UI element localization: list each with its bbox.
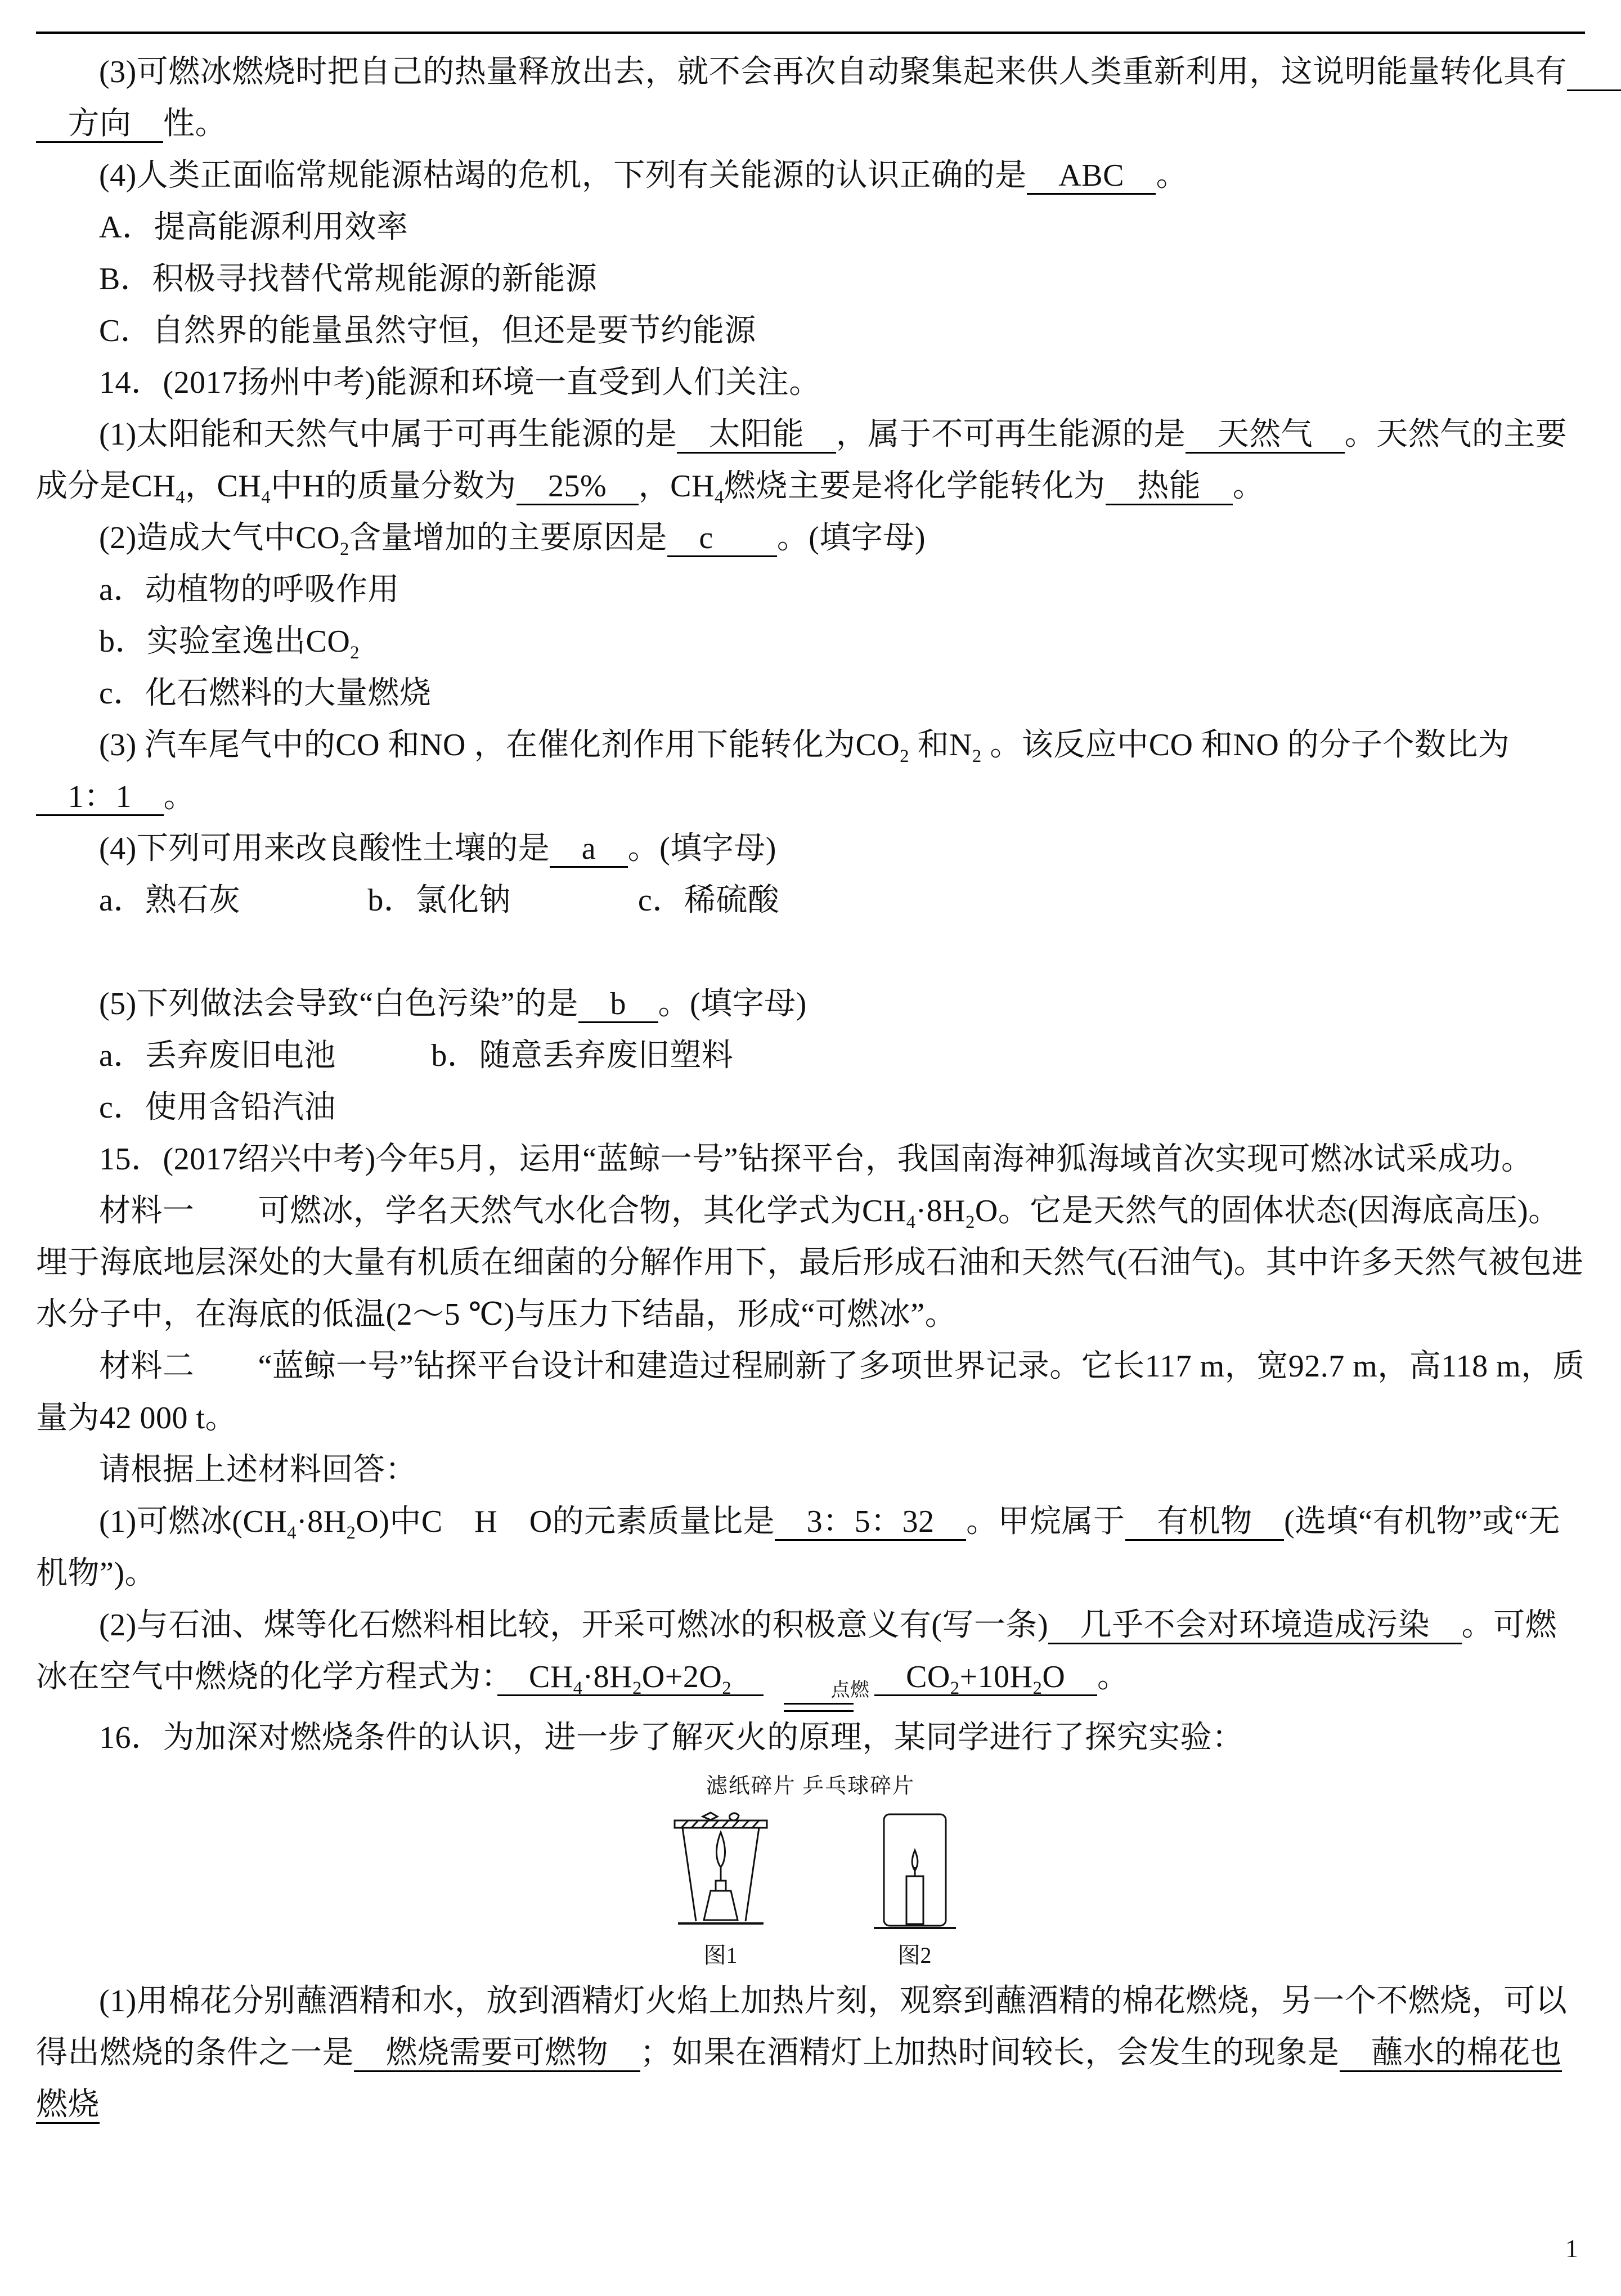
paragraph [36,823,1585,875]
text-run: 燃烧需要可燃物 [354,2035,640,2070]
answer-blank [677,417,836,454]
text-run: 太阳能 [677,417,836,452]
answer-blank [1048,1608,1462,1644]
paragraph [36,1082,1585,1133]
text-run: 性。 [163,106,227,141]
text-run: (5)下列做法会导致“白色污染”的是 [99,986,579,1021]
paragraph [36,926,1585,978]
text-run: 天然气 [1186,417,1345,452]
text-run: ABC [1026,158,1156,193]
text-run: c．化石燃料的大量燃烧 [99,676,432,711]
text-run: O [1042,1660,1097,1694]
paragraph [36,409,1585,512]
paragraph [36,771,1585,823]
text-run: a．丢弃废旧电池 b．随意丢弃废旧塑料 [99,1038,734,1073]
text-run: CO [874,1660,950,1694]
subscript: 2 [966,1212,975,1233]
subscript: 2 [1032,1678,1043,1699]
text-run: (1)可燃冰(CH [99,1504,288,1539]
text-run: +10H [959,1660,1033,1694]
subscript: 2 [350,643,360,663]
text-run: 燃烧主要是将化学能转化为 [724,469,1106,504]
answer-blank [517,469,639,505]
text-run: 。天然气的主要成分是CH [36,417,1568,504]
text-run: 1：1 [36,779,164,814]
text-run: 几乎不会对环境造成污染 [1048,1608,1462,1643]
reaction-condition-label: 点燃 [830,1680,870,1701]
text-run [731,1660,764,1694]
text-run: O)中C H O的元素质量比是 [356,1504,775,1539]
paragraph [36,1599,1585,1712]
text-run: (4)下列可用来改良酸性土壤的是 [99,831,550,866]
page-number: 1 [1565,2234,1578,2263]
paragraph [36,1030,1585,1082]
text-run: 。(填字母) [627,831,776,866]
answer-blank [667,521,777,557]
text-run: 请根据上述材料回答： [99,1452,417,1487]
text-run: (1)太阳能和天然气中属于可再生能源的是 [99,417,677,452]
text-run: 。 [1156,158,1188,193]
answer-blank [36,779,164,816]
paragraph [36,616,1585,667]
figure-1 [659,1804,783,1970]
text-run: 含量增加的主要原因是 [349,521,667,555]
header-rule [36,32,1585,34]
text-run: 3：5：32 [775,1504,967,1539]
text-run: 15．(2017绍兴中考)今年5月，运用“蓝鲸一号”钻探平台，我国南海神狐海域首次实现可燃冰试采成功。 [99,1142,1533,1177]
text-run: 材料一 可燃冰，学名天然气水化合物，其化学式为CH [99,1194,906,1228]
text-run: (1)用棉花分别蘸酒精和水，放到酒精灯火焰上加热片刻，观察到蘸酒精的棉花燃烧，另一个不燃烧，可以得出燃烧的条件之一是 [36,1983,1568,2070]
text-run: a．动植物的呼吸作用 [99,572,399,607]
subscript: 2 [346,1523,356,1544]
subscript: 4 [287,1523,297,1544]
text-run: 有机物 [1125,1504,1285,1539]
answer-blank [874,1660,1097,1699]
answer-blank [497,1660,764,1699]
answer-blank [36,106,163,143]
answer-blank [1027,158,1156,195]
text-run: ·8H [296,1504,347,1539]
text-run: (选填“有机物”或“无机物”)。 [36,1504,1560,1591]
paragraph [36,1975,1585,2131]
paragraph [36,667,1585,719]
text-run: 。甲烷属于 [966,1504,1125,1539]
answer-blank [550,831,627,868]
text-run: 蘸水的棉花也燃烧 [36,2035,1562,2122]
text-run: 和N [909,728,972,763]
text-run: O。它是天然气的固体状态(因海底高压)。埋于海底地层深处的大量有机质在细菌的分解作用下，最后形成石油和天然气(石油气)。其中许多天然气被包进水分子中，在海底的低温(2～5 ℃)与压力下结晶，形成“可燃冰”。 [36,1194,1584,1332]
subscript: 2 [900,746,909,767]
text-run: 方向 [36,106,163,141]
subscript: 2 [340,539,349,560]
paragraph [36,875,1585,926]
subscript: 4 [261,487,271,508]
text-run: (2)造成大气中CO [99,521,340,555]
paragraph [36,1185,1585,1340]
answer-blank [1567,55,1621,91]
text-run: 。该反应中CO 和NO 的分子个数比为 [981,728,1510,763]
figure-row [659,1804,963,1970]
text-run: c [667,521,777,555]
text-run: 。 [163,779,195,814]
text-run: (4)人类正面临常规能源枯竭的危机，下列有关能源的认识正确的是 [99,158,1027,193]
answer-blank [354,2035,640,2072]
text-run: b [578,986,658,1021]
answer-blank [1186,417,1345,454]
text-run: ·8H [582,1660,633,1694]
text-run: c．使用含铅汽油 [99,1090,336,1125]
answer-blank [1106,469,1233,505]
text-run: 。(填字母) [776,521,926,555]
text-run: 。 [1232,469,1265,504]
text-run: ；如果在酒精灯上加热时间较长，会发生的现象是 [640,2035,1340,2070]
text-run: a [550,831,628,866]
text-run: ·8H [915,1194,966,1228]
experiment-figures [36,1774,1585,1970]
subscript: 2 [632,1678,642,1699]
paragraph [36,1340,1585,1444]
answer-blank [1125,1504,1285,1541]
subscript: 4 [176,487,186,508]
figure-1-caption: 图1 [703,1942,738,1968]
candle-in-glass-figure [867,1804,963,1936]
paragraph [36,305,1585,357]
text-run: ，CH [638,469,715,504]
paragraph [36,719,1585,771]
answer-blank [775,1504,966,1541]
text-run: 中H的质量分数为 [271,469,517,504]
subscript: 2 [950,1678,960,1699]
text-run: 25% [516,469,639,504]
figure-top-labels: 滤纸碎片 乒乓球碎片 [706,1774,915,1798]
paragraph [36,1712,1585,1764]
text-run: 16．为加深对燃烧条件的认识，进一步了解灭火的原理，某同学进行了探究实验： [99,1720,1244,1755]
paragraph [36,150,1585,201]
text-run: 14．(2017扬州中考)能源和环境一直受到人们关注。 [99,365,821,400]
text-run: a．熟石灰 b．氯化钠 c．稀硫酸 [99,883,780,918]
text-run: b．实验室逸出CO [99,624,351,659]
text-run: 。可燃冰在空气中燃烧的化学方程式为： [36,1608,1557,1694]
text-run: 热能 [1105,469,1233,504]
text-run: (2)与石油、煤等化石燃料相比较，开采可燃冰的积极意义有(写一条) [99,1608,1049,1643]
answer-blank [578,986,658,1023]
text-run: (3) 汽车尾气中的CO 和NO ，在催化剂作用下能转化为CO [99,728,900,763]
text-run: ，属于不可再生能源的是 [836,417,1186,452]
text-run: 。(填字母) [658,986,807,1021]
paragraph [36,357,1585,409]
paragraph [36,512,1585,564]
subscript: 4 [573,1678,583,1699]
subscript: 2 [972,746,982,767]
alcohol-lamp-figure [659,1804,783,1936]
text-run: B．积极寻找替代常规能源的新能源 [99,262,598,297]
paragraph [36,1133,1585,1185]
paragraph [36,201,1585,253]
text-run: (3)可燃冰燃烧时把自己的热量释放出去，就不会再次自动聚集起来供人类重新利用，这说明能量转化具有 [99,55,1568,89]
paragraph [36,46,1585,98]
figure-2 [867,1804,963,1970]
text-run: ，CH [185,469,262,504]
subscript: 2 [722,1678,732,1699]
double-equals-bar [784,1703,854,1712]
subscript: 4 [906,1212,916,1233]
text-run: C．自然界的能量虽然守恒，但还是要节约能源 [99,313,756,348]
paragraph [36,564,1585,616]
paragraph [36,253,1585,305]
text-run: O+2O [641,1660,722,1694]
document-body-bottom [36,1975,1585,2131]
text-run: 材料二 “蓝鲸一号”钻探平台设计和建造过程刷新了多项世界记录。它长117 m，宽92.7 m，高118 m，质量为42 000 t。 [36,1349,1585,1436]
text-run: CH [497,1660,573,1694]
figure-2-caption: 图2 [897,1942,932,1968]
paragraph [36,98,1585,150]
subscript: 4 [714,487,724,508]
text-run: A．提高能源利用效率 [99,210,408,245]
text-run [1567,55,1621,89]
reaction-condition-over-equals [768,1681,870,1712]
text-run: 。 [1097,1660,1129,1694]
paragraph [36,1444,1585,1496]
paragraph [36,1496,1585,1599]
paragraph [36,978,1585,1030]
document-body-top [36,46,1585,1764]
